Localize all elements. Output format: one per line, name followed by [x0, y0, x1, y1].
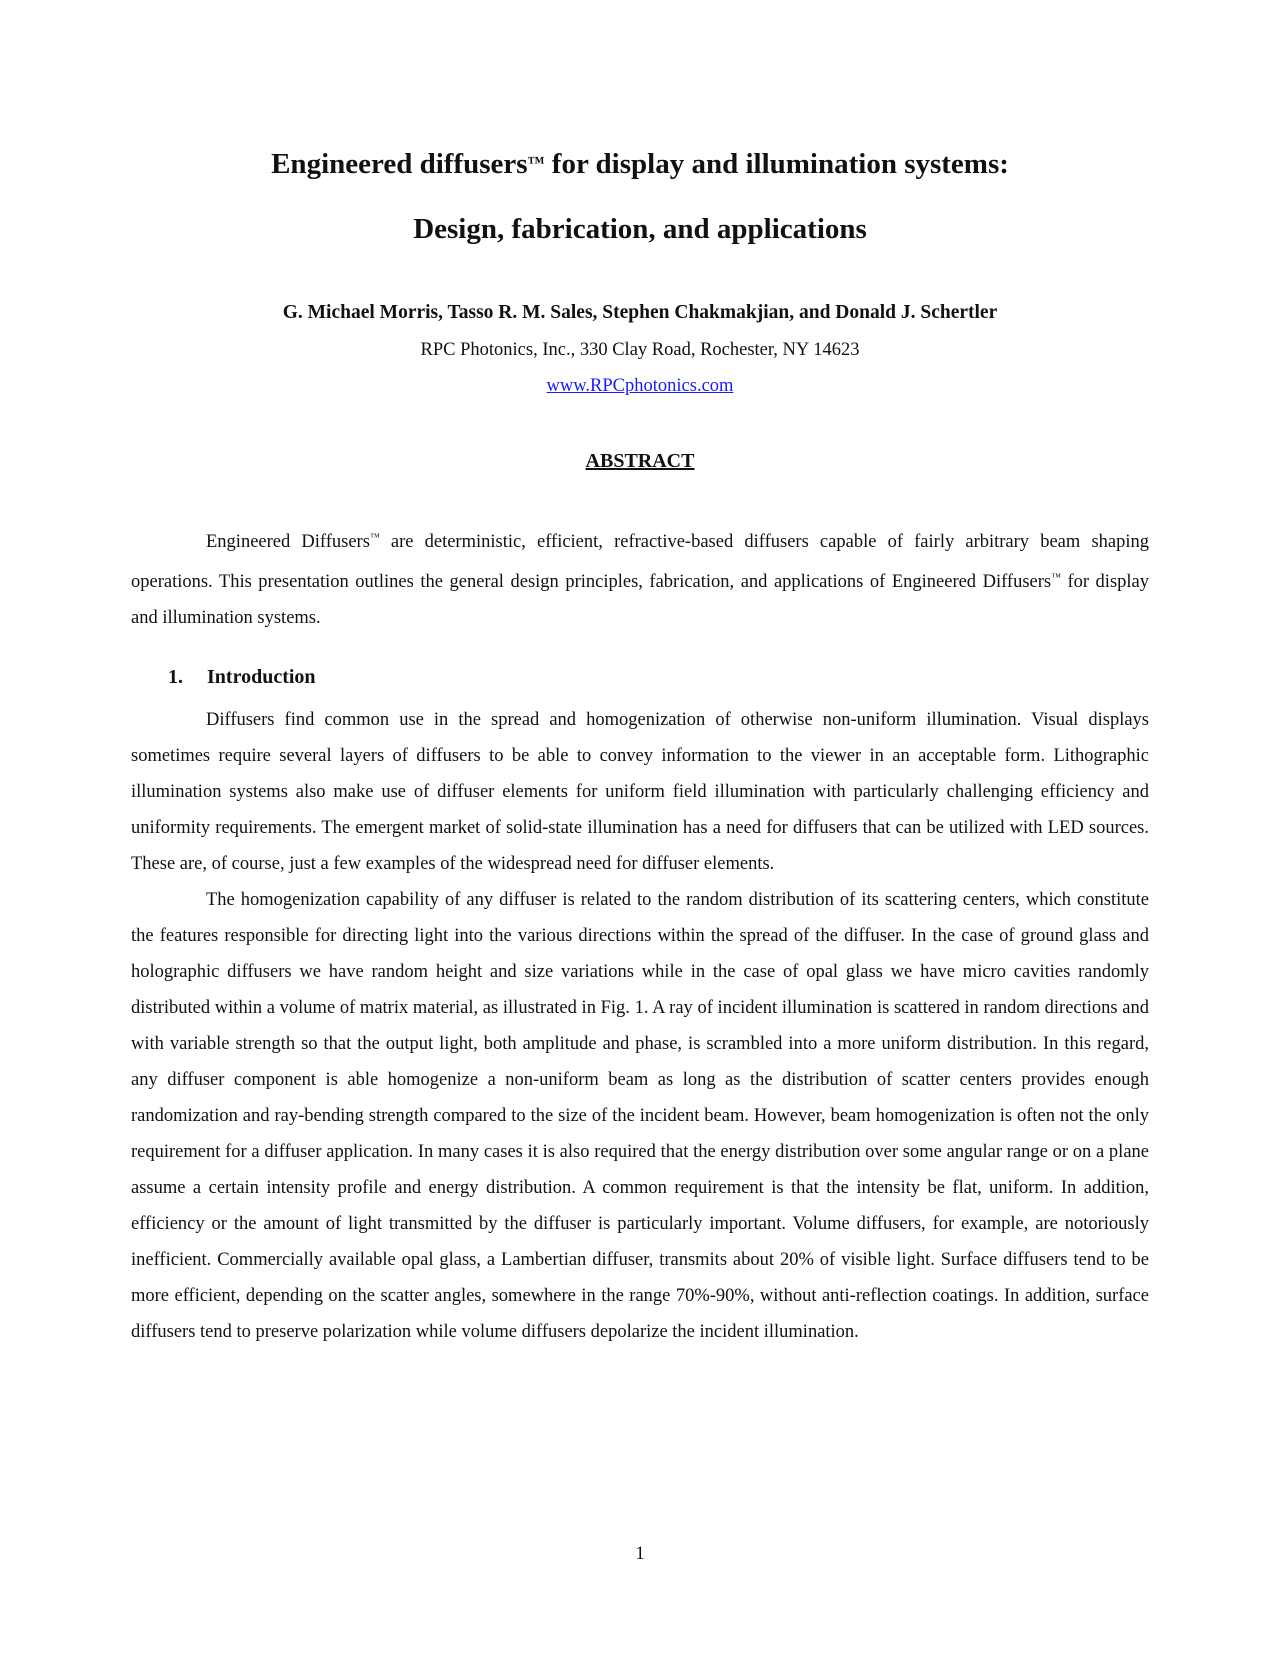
- introduction-body: [131, 702, 1149, 1350]
- paper-title: [0, 150, 1280, 179]
- abstract-text-1: Engineered Diffusers: [206, 532, 370, 552]
- title-part2: for display and illumination systems:: [544, 148, 1009, 180]
- trademark-symbol: ™: [1051, 572, 1061, 583]
- section-number: 1.: [168, 666, 183, 688]
- intro-paragraph-2: The homogenization capability of any diffuser is related to the random distribution of its scattering centers, which constitute the features responsible for directing light into the various directions within the spread of the diffuser. In the case of ground glass and holographic diffusers we have random height and size variations while in the case of opal glass we have micro cavities randomly distributed within a volume of matrix material, as illustrated in Fig. 1. A ray of incident illumination is scattered in random directions and with variable strength so that the output light, both amplitude and phase, is scrambled into a more uniform distribution. In this regard, any diffuser component is able homogenize a non-uniform beam as long as the distribution of scatter centers provides enough randomization and ray-bending strength compared to the size of the incident beam. However, beam homogenization is often not the only requirement for a diffuser application. In many cases it is also required that the energy distribution over some angular range or on a plane assume a certain intensity profile and energy distribution. A common requirement is that the intensity be flat, uniform. In addition, efficiency or the amount of light transmitted by the diffuser is particularly important. Volume diffusers, for example, are notoriously inefficient. Commercially available opal glass, a Lambertian diffuser, transmits about 20% of visible light. Surface diffusers tend to be more efficient, depending on the scatter angles, somewhere in the range 70%-90%, without anti-reflection coatings. In addition, surface diffusers tend to preserve polarization while volume diffusers depolarize the incident illumination.: [131, 890, 1149, 1342]
- abstract-text-3: for display and illumination systems.: [131, 572, 1150, 628]
- abstract-body: [131, 520, 1149, 636]
- website-link-wrapper: [0, 376, 1280, 397]
- section-heading-introduction: [168, 666, 316, 689]
- website-link[interactable]: www.RPCphotonics.com: [546, 376, 734, 396]
- trademark-symbol: ™: [369, 532, 380, 543]
- trademark-symbol: ™: [527, 153, 545, 172]
- title-part1: Engineered diffusers: [271, 148, 528, 180]
- intro-paragraph-1: Diffusers find common use in the spread and homogenization of otherwise non-uniform illumination. Visual displays sometimes require several layers of diffusers to be able to convey information to the viewer in an acceptable form. Lithographic illumination systems also make use of diffuser elements for uniform field illumination with particularly challenging efficiency and uniformity requirements. The emergent market of solid-state illumination has a need for diffusers that can be utilized with LED sources. These are, of course, just a few examples of the widespread need for diffuser elements.: [131, 710, 1149, 874]
- abstract-paragraph: [131, 520, 1149, 636]
- section-title: Introduction: [207, 666, 316, 688]
- abstract-text-2: are deterministic, efficient, refractive-based diffusers capable of fairly arbitrary beam shaping operations. This presentation outlines the general design principles, fabrication, and applications of Engineered Diffusers: [131, 532, 1149, 592]
- abstract-heading: ABSTRACT: [585, 450, 695, 472]
- paper-subtitle: Design, fabrication, and applications: [413, 213, 867, 245]
- affiliation: RPC Photonics, Inc., 330 Clay Road, Rochester, NY 14623: [420, 340, 860, 360]
- page-number: 1: [635, 1544, 645, 1564]
- author-list: G. Michael Morris, Tasso R. M. Sales, Stephen Chakmakjian, and Donald J. Schertler: [282, 302, 998, 323]
